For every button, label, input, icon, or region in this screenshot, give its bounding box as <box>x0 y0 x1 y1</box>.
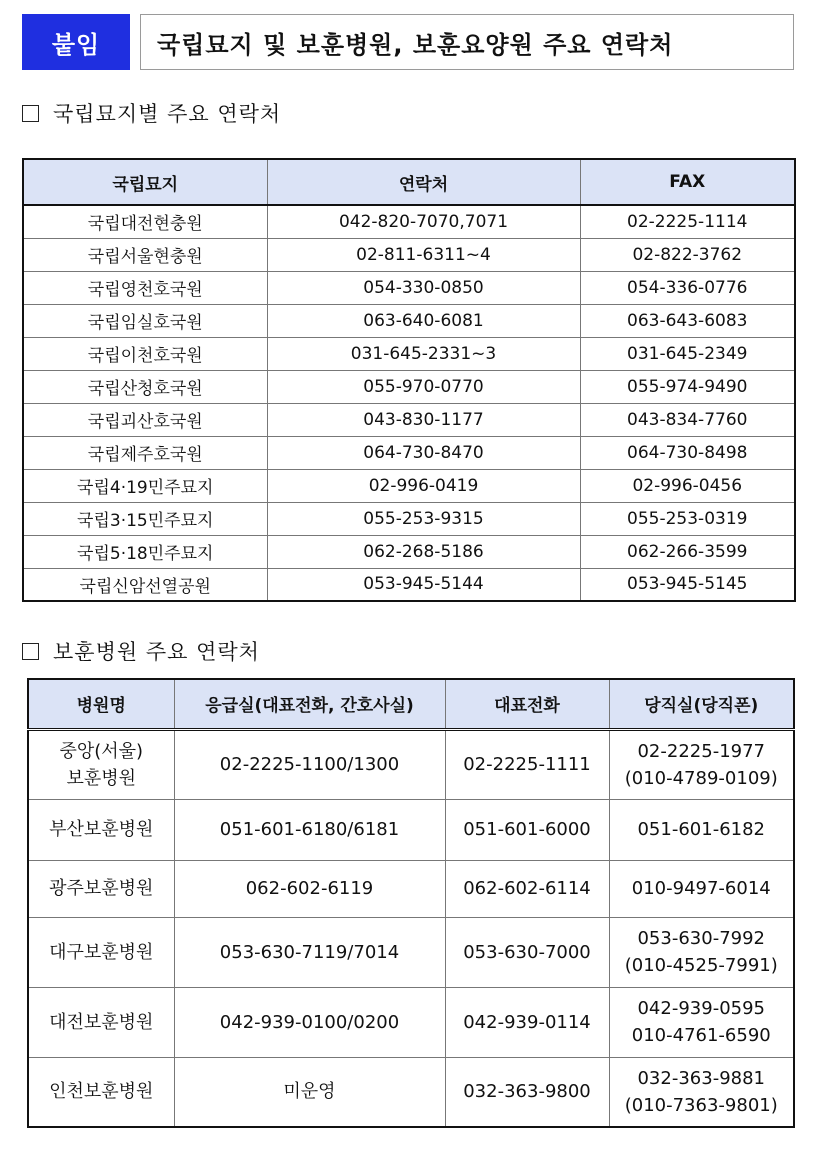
table-cell: 062-602-6114 <box>445 860 609 917</box>
table-cell: 02-811-6311~4 <box>267 238 580 271</box>
page-header <box>22 14 794 70</box>
table-cell: 055-974-9490 <box>580 370 795 403</box>
cell-line: 010-9497-6014 <box>631 878 771 899</box>
table-cell: 055-253-0319 <box>580 502 795 535</box>
section-title-cemeteries <box>22 98 281 128</box>
table-cell: 063-640-6081 <box>267 304 580 337</box>
section-title-text: 국립묘지별 주요 연락처 <box>53 102 282 126</box>
table-cell <box>28 729 174 799</box>
table-cell: 053-945-5144 <box>267 568 580 601</box>
table-cell: 국립괴산호국원 <box>23 403 267 436</box>
column-header: 연락처 <box>267 159 580 205</box>
table-cell <box>28 860 174 917</box>
table-cell <box>28 987 174 1057</box>
table-cell: 미운영 <box>174 1057 445 1127</box>
cell-line: 광주보훈병원 <box>49 878 154 899</box>
table-cell: 062-602-6119 <box>174 860 445 917</box>
cell-line: (010-4525-7991) <box>624 955 778 976</box>
cell-line: 대구보훈병원 <box>49 941 154 963</box>
table-cell: 032-363-9800 <box>445 1057 609 1127</box>
table-cell: 043-834-7760 <box>580 403 795 436</box>
table-cell: 02-996-0456 <box>580 469 795 502</box>
table-cell: 064-730-8470 <box>267 436 580 469</box>
table-row <box>28 917 794 987</box>
table-row <box>23 436 795 469</box>
column-header: 국립묘지 <box>23 159 267 205</box>
table-cell: 053-630-7119/7014 <box>174 917 445 987</box>
table-cell: 053-945-5145 <box>580 568 795 601</box>
cell-line: 032-363-9881 <box>637 1067 765 1089</box>
table-cell: 031-645-2331~3 <box>267 337 580 370</box>
cell-line: (010-7363-9801) <box>624 1094 778 1116</box>
table-cell: 국립3·15민주묘지 <box>23 502 267 535</box>
table-row <box>28 799 794 860</box>
table-cell: 064-730-8498 <box>580 436 795 469</box>
table-row <box>23 205 795 238</box>
table-row <box>23 370 795 403</box>
table-cell: 국립제주호국원 <box>23 436 267 469</box>
cell-line: 010-4761-6590 <box>631 1025 771 1046</box>
square-bullet-icon <box>22 105 39 122</box>
table-cell <box>609 799 794 860</box>
table-cell <box>609 917 794 987</box>
cell-line: 02-2225-1977 <box>637 740 765 762</box>
table-cell <box>609 987 794 1057</box>
attachment-badge: 붙임 <box>22 14 130 70</box>
table-cell <box>609 729 794 799</box>
table-cell: 042-939-0100/0200 <box>174 987 445 1057</box>
cell-line: 042-939-0595 <box>637 998 765 1019</box>
table-cell: 042-820-7070,7071 <box>267 205 580 238</box>
column-header: FAX <box>580 159 795 205</box>
cell-line: 인천보훈병원 <box>49 1081 154 1103</box>
table-cell: 054-330-0850 <box>267 271 580 304</box>
table-cell: 031-645-2349 <box>580 337 795 370</box>
table-row <box>23 535 795 568</box>
table-row <box>23 568 795 601</box>
cell-line: (010-4789-0109) <box>624 767 778 789</box>
table-cell: 054-336-0776 <box>580 271 795 304</box>
table-cell: 063-643-6083 <box>580 304 795 337</box>
table-cell: 02-996-0419 <box>267 469 580 502</box>
cell-line: 중앙(서울) <box>59 740 144 762</box>
table-row <box>28 729 794 799</box>
table-cell: 02-2225-1100/1300 <box>174 729 445 799</box>
table-cell: 055-253-9315 <box>267 502 580 535</box>
table-row <box>23 271 795 304</box>
table-cell <box>28 917 174 987</box>
table-cell: 국립대전현충원 <box>23 205 267 238</box>
square-bullet-icon <box>22 643 39 660</box>
table-row <box>23 337 795 370</box>
table-cell: 국립4·19민주묘지 <box>23 469 267 502</box>
table-cell: 02-822-3762 <box>580 238 795 271</box>
cell-line: 051-601-6182 <box>637 819 765 840</box>
table-cell <box>28 1057 174 1127</box>
table-row <box>28 987 794 1057</box>
table-row <box>23 403 795 436</box>
table-cell: 국립산청호국원 <box>23 370 267 403</box>
section-title-hospitals <box>22 636 260 666</box>
table-cell: 국립서울현충원 <box>23 238 267 271</box>
table-cell: 053-630-7000 <box>445 917 609 987</box>
table-cell: 055-970-0770 <box>267 370 580 403</box>
hospital-contacts-table <box>27 678 795 1128</box>
cemetery-contacts-table <box>22 158 796 602</box>
column-header: 응급실(대표전화, 간호사실) <box>174 679 445 729</box>
table-cell: 062-266-3599 <box>580 535 795 568</box>
table-cell <box>609 860 794 917</box>
table-cell: 02-2225-1111 <box>445 729 609 799</box>
table-row <box>28 860 794 917</box>
table-cell: 042-939-0114 <box>445 987 609 1057</box>
cell-line: 053-630-7992 <box>637 928 765 949</box>
table-cell: 02-2225-1114 <box>580 205 795 238</box>
table-header-row <box>28 679 794 729</box>
page-title: 국립묘지 및 보훈병원, 보훈요양원 주요 연락처 <box>140 14 794 70</box>
table-row <box>23 469 795 502</box>
table-cell: 국립신암선열공원 <box>23 568 267 601</box>
table-cell <box>28 799 174 860</box>
table-row <box>23 304 795 337</box>
table-cell: 국립영천호국원 <box>23 271 267 304</box>
table-cell: 043-830-1177 <box>267 403 580 436</box>
table-header-row <box>23 159 795 205</box>
column-header: 병원명 <box>28 679 174 729</box>
cell-line: 대전보훈병원 <box>49 1011 154 1033</box>
table-cell: 051-601-6180/6181 <box>174 799 445 860</box>
table-cell: 국립5·18민주묘지 <box>23 535 267 568</box>
cell-line: 부산보훈병원 <box>49 819 154 840</box>
column-header: 당직실(당직폰) <box>609 679 794 729</box>
cell-line: 보훈병원 <box>66 767 137 789</box>
column-header: 대표전화 <box>445 679 609 729</box>
section-title-text: 보훈병원 주요 연락처 <box>53 640 260 664</box>
table-cell: 051-601-6000 <box>445 799 609 860</box>
table-cell: 국립이천호국원 <box>23 337 267 370</box>
table-row <box>23 238 795 271</box>
table-row <box>23 502 795 535</box>
table-cell: 국립임실호국원 <box>23 304 267 337</box>
table-cell: 062-268-5186 <box>267 535 580 568</box>
table-row <box>28 1057 794 1127</box>
table-cell <box>609 1057 794 1127</box>
